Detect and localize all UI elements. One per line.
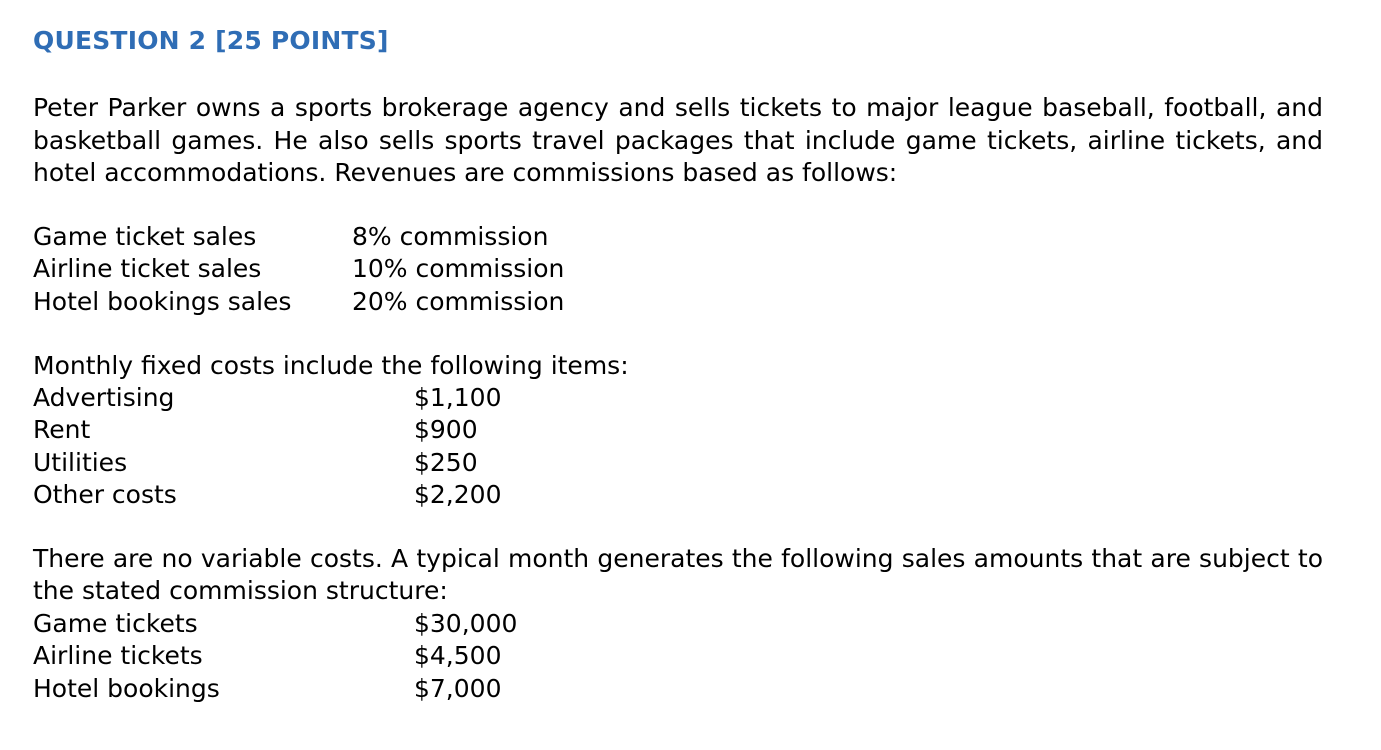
- fixed-cost-row: [33, 447, 1323, 479]
- commission-label: Hotel bookings sales: [33, 286, 292, 316]
- fixed-costs-heading: Monthly fixed costs include the following items:: [33, 351, 629, 380]
- sales-row: [33, 608, 1323, 640]
- fixed-cost-value: $250: [414, 447, 478, 477]
- sales-label: Game tickets: [33, 609, 198, 638]
- fixed-cost-value: $2,200: [414, 480, 502, 510]
- fixed-costs-table: [33, 382, 1323, 512]
- sales-value: $7,000: [414, 673, 502, 703]
- fixed-cost-row: [33, 382, 1323, 414]
- commission-row: [33, 253, 1323, 285]
- fixed-cost-label: Advertising: [33, 383, 175, 412]
- fixed-cost-value: $1,100: [414, 383, 502, 412]
- question-title: QUESTION 2 [25 POINTS]: [33, 26, 389, 55]
- fixed-cost-label: Other costs: [33, 480, 177, 510]
- commission-row: [33, 221, 1323, 253]
- sales-paragraph: There are no variable costs. A typical month generates the following sales amounts that are subject to the stated commission structure:: [33, 544, 1323, 606]
- commission-label: Game ticket sales: [33, 222, 257, 251]
- commission-value: 8% commission: [352, 222, 549, 251]
- sales-value: $4,500: [414, 641, 502, 671]
- fixed-cost-row: [33, 414, 1323, 446]
- commission-value: 20% commission: [352, 286, 565, 316]
- commission-row: [33, 286, 1323, 318]
- sales-label: Airline tickets: [33, 641, 203, 671]
- sales-row: [33, 640, 1323, 672]
- sales-value: $30,000: [414, 609, 518, 638]
- commission-table: [33, 221, 1323, 318]
- commission-value: 10% commission: [352, 254, 565, 284]
- fixed-cost-value: $900: [414, 415, 478, 445]
- fixed-cost-label: Utilities: [33, 447, 128, 477]
- fixed-cost-label: Rent: [33, 415, 91, 445]
- sales-label: Hotel bookings: [33, 673, 220, 703]
- sales-table: [33, 608, 1323, 705]
- commission-label: Airline ticket sales: [33, 254, 262, 284]
- fixed-cost-row: [33, 479, 1323, 511]
- intro-paragraph: Peter Parker owns a sports brokerage agency and sells tickets to major league baseball, football, and basketball games. He also sells sports travel packages that include game tickets, airline tickets, and hotel accommodations. Revenues are commissions based as follows:: [33, 93, 1323, 187]
- sales-row: [33, 673, 1323, 705]
